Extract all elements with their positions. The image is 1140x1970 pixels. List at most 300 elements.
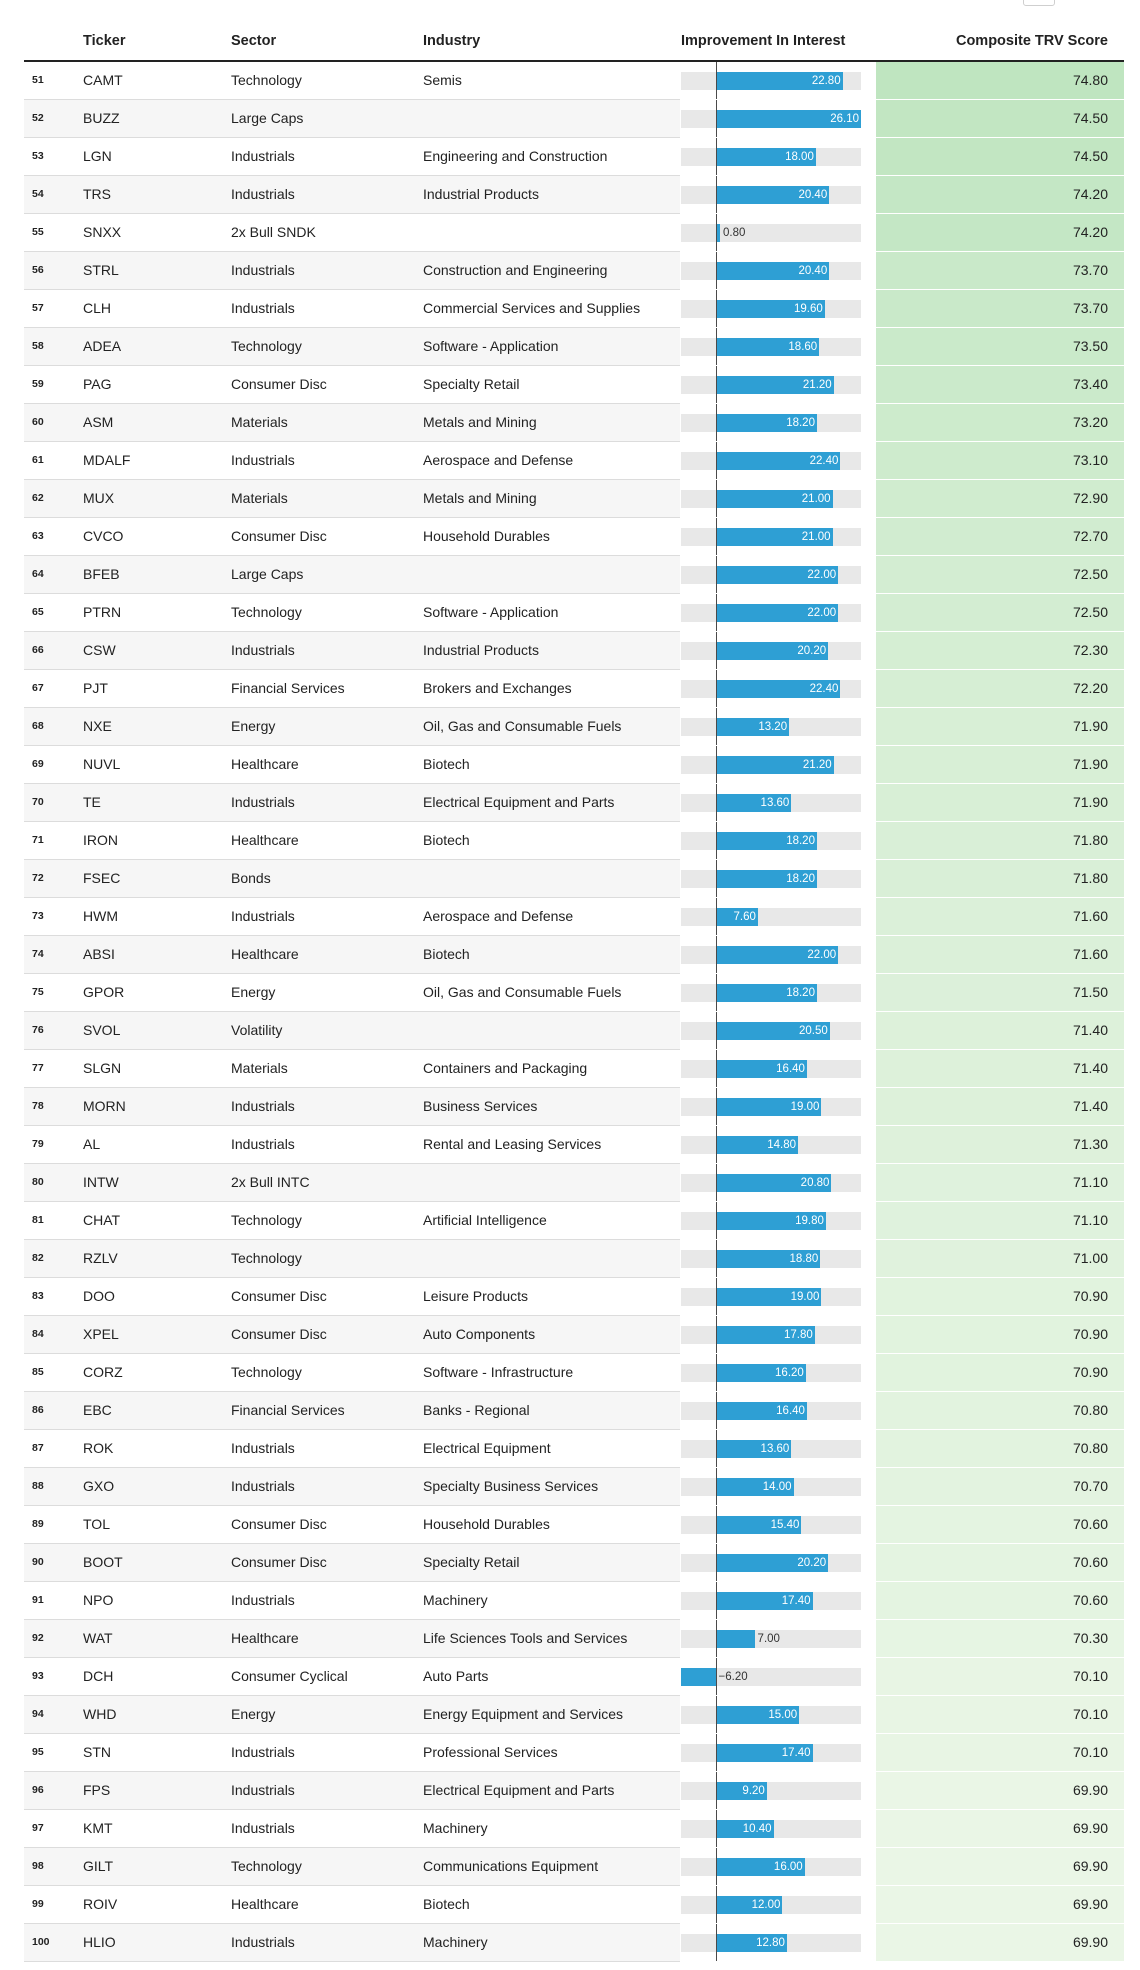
row-rank: 99: [24, 1885, 58, 1923]
row-interest-cell: [680, 1201, 876, 1239]
row-industry: Auto Parts: [418, 1657, 680, 1695]
row-industry: Household Durables: [418, 1505, 680, 1543]
interest-zero-axis: [716, 822, 717, 860]
row-ticker[interactable]: XPEL: [58, 1315, 223, 1353]
table-row[interactable]: [24, 1809, 1124, 1847]
row-interest-cell: [680, 593, 876, 631]
row-composite-score: 74.50: [876, 99, 1124, 137]
row-ticker[interactable]: BOOT: [58, 1543, 223, 1581]
row-industry: Biotech: [418, 935, 680, 973]
row-industry: Communications Equipment: [418, 1847, 680, 1885]
row-rank: 96: [24, 1771, 58, 1809]
row-ticker[interactable]: ADEA: [58, 327, 223, 365]
row-industry: [418, 1011, 680, 1049]
interest-value: 17.80: [783, 1328, 813, 1341]
row-sector: Technology: [223, 327, 418, 365]
interest-zero-axis: [716, 214, 717, 252]
table-row[interactable]: [24, 1619, 1124, 1657]
row-interest-cell: [680, 1505, 876, 1543]
interest-value: 10.40: [742, 1822, 772, 1835]
row-interest-cell: [680, 707, 876, 745]
row-rank: 54: [24, 175, 58, 213]
table-row[interactable]: [24, 1733, 1124, 1771]
row-industry: Biotech: [418, 1885, 680, 1923]
row-rank: 55: [24, 213, 58, 251]
row-rank: 92: [24, 1619, 58, 1657]
row-ticker[interactable]: KMT: [58, 1809, 223, 1847]
row-ticker[interactable]: WAT: [58, 1619, 223, 1657]
screener-table: [24, 22, 1124, 1962]
row-ticker[interactable]: INTW: [58, 1163, 223, 1201]
interest-value: 18.20: [786, 872, 815, 885]
header-rank[interactable]: [24, 22, 58, 61]
row-interest-cell: [680, 783, 876, 821]
table-row[interactable]: [24, 1885, 1124, 1923]
row-ticker[interactable]: ROIV: [58, 1885, 223, 1923]
row-sector: Technology: [223, 1847, 418, 1885]
interest-zero-axis: [716, 708, 717, 746]
row-ticker[interactable]: CHAT: [58, 1201, 223, 1239]
table-row[interactable]: [24, 1771, 1124, 1809]
interest-zero-axis: [716, 252, 717, 290]
interest-value: 16.40: [776, 1062, 805, 1075]
table-row[interactable]: [24, 1657, 1124, 1695]
row-rank: 73: [24, 897, 58, 935]
table-row[interactable]: [24, 99, 1124, 137]
row-interest-cell: [680, 99, 876, 137]
row-sector: Technology: [223, 61, 418, 99]
row-industry: Containers and Packaging: [418, 1049, 680, 1087]
row-composite-score: 71.90: [876, 783, 1124, 821]
table-row[interactable]: [24, 1049, 1124, 1087]
row-ticker[interactable]: GILT: [58, 1847, 223, 1885]
interest-value: 20.40: [798, 188, 828, 201]
interest-zero-axis: [716, 480, 717, 518]
row-ticker[interactable]: SLGN: [58, 1049, 223, 1087]
table-row[interactable]: [24, 1543, 1124, 1581]
row-rank: 62: [24, 479, 58, 517]
row-ticker[interactable]: FPS: [58, 1771, 223, 1809]
table-row[interactable]: [24, 1467, 1124, 1505]
row-rank: 87: [24, 1429, 58, 1467]
row-ticker[interactable]: STN: [58, 1733, 223, 1771]
row-ticker[interactable]: TRS: [58, 175, 223, 213]
interest-zero-axis: [716, 176, 717, 214]
row-sector: Consumer Disc: [223, 517, 418, 555]
row-ticker[interactable]: DOO: [58, 1277, 223, 1315]
table-row[interactable]: [24, 1847, 1124, 1885]
row-ticker[interactable]: CVCO: [58, 517, 223, 555]
row-interest-cell: [680, 745, 876, 783]
interest-value: 17.40: [781, 1594, 811, 1607]
row-sector: Consumer Disc: [223, 1277, 418, 1315]
row-ticker[interactable]: MDALF: [58, 441, 223, 479]
row-sector: Industrials: [223, 1809, 418, 1847]
table-row[interactable]: [24, 1087, 1124, 1125]
row-sector: Industrials: [223, 441, 418, 479]
row-ticker[interactable]: WHD: [58, 1695, 223, 1733]
interest-zero-axis: [716, 1772, 717, 1810]
table-row[interactable]: [24, 783, 1124, 821]
row-composite-score: 69.90: [876, 1847, 1124, 1885]
row-ticker[interactable]: NXE: [58, 707, 223, 745]
interest-zero-axis: [716, 1848, 717, 1886]
row-industry: Semis: [418, 61, 680, 99]
table-row[interactable]: [24, 1695, 1124, 1733]
interest-value: 18.20: [786, 834, 815, 847]
row-sector: Industrials: [223, 251, 418, 289]
table-row[interactable]: [24, 1011, 1124, 1049]
row-composite-score: 70.60: [876, 1543, 1124, 1581]
interest-zero-axis: [716, 518, 717, 556]
interest-value: 21.00: [801, 492, 831, 505]
interest-zero-axis: [716, 1430, 717, 1468]
interest-zero-axis: [716, 1126, 717, 1164]
interest-zero-axis: [716, 632, 717, 670]
row-sector: Industrials: [223, 175, 418, 213]
row-composite-score: 70.90: [876, 1315, 1124, 1353]
table-row[interactable]: [24, 441, 1124, 479]
row-sector: Healthcare: [223, 935, 418, 973]
interest-value: 22.80: [811, 75, 841, 87]
interest-value: 19.60: [793, 302, 823, 315]
row-ticker[interactable]: TOL: [58, 1505, 223, 1543]
row-interest-cell: [680, 1049, 876, 1087]
header-improvement-in-interest[interactable]: Improvement In Interest: [680, 22, 876, 61]
row-ticker[interactable]: NUVL: [58, 745, 223, 783]
row-sector: Technology: [223, 593, 418, 631]
row-ticker[interactable]: CLH: [58, 289, 223, 327]
row-ticker[interactable]: PJT: [58, 669, 223, 707]
interest-zero-axis: [716, 860, 717, 898]
row-industry: [418, 213, 680, 251]
row-interest-cell: [680, 1087, 876, 1125]
row-ticker[interactable]: PTRN: [58, 593, 223, 631]
row-interest-cell: [680, 479, 876, 517]
row-interest-cell: [680, 251, 876, 289]
row-sector: Materials: [223, 479, 418, 517]
row-ticker[interactable]: NPO: [58, 1581, 223, 1619]
row-ticker[interactable]: AL: [58, 1125, 223, 1163]
row-ticker[interactable]: MORN: [58, 1087, 223, 1125]
row-composite-score: 70.10: [876, 1657, 1124, 1695]
row-ticker[interactable]: GXO: [58, 1467, 223, 1505]
row-composite-score: 70.60: [876, 1505, 1124, 1543]
table-row[interactable]: [24, 61, 1124, 99]
row-interest-cell: [680, 327, 876, 365]
header-sector[interactable]: Sector: [223, 22, 418, 61]
corner-control[interactable]: [1023, 0, 1055, 6]
row-interest-cell: [680, 897, 876, 935]
row-industry: [418, 99, 680, 137]
interest-value: 22.00: [807, 948, 837, 961]
row-rank: 86: [24, 1391, 58, 1429]
row-ticker[interactable]: MUX: [58, 479, 223, 517]
row-industry: Biotech: [418, 821, 680, 859]
row-composite-score: 73.70: [876, 289, 1124, 327]
interest-value: 19.00: [790, 1100, 820, 1113]
interest-value: 14.00: [762, 1480, 792, 1493]
row-industry: Engineering and Construction: [418, 137, 680, 175]
table-row[interactable]: [24, 1353, 1124, 1391]
row-interest-cell: [680, 1809, 876, 1847]
row-composite-score: 71.10: [876, 1163, 1124, 1201]
row-ticker[interactable]: ABSI: [58, 935, 223, 973]
row-industry: Auto Components: [418, 1315, 680, 1353]
row-industry: Electrical Equipment and Parts: [418, 783, 680, 821]
row-interest-cell: [680, 1885, 876, 1923]
interest-zero-axis: [716, 1506, 717, 1544]
row-rank: 80: [24, 1163, 58, 1201]
row-composite-score: 71.10: [876, 1201, 1124, 1239]
table-row[interactable]: [24, 327, 1124, 365]
row-rank: 74: [24, 935, 58, 973]
row-industry: Aerospace and Defense: [418, 441, 680, 479]
row-sector: Healthcare: [223, 1619, 418, 1657]
interest-zero-axis: [716, 100, 717, 138]
row-sector: Consumer Disc: [223, 1505, 418, 1543]
row-rank: 75: [24, 973, 58, 1011]
row-ticker[interactable]: ROK: [58, 1429, 223, 1467]
row-composite-score: 71.80: [876, 821, 1124, 859]
table-row[interactable]: [24, 137, 1124, 175]
row-ticker[interactable]: CSW: [58, 631, 223, 669]
interest-value: 19.80: [795, 1214, 824, 1227]
row-ticker[interactable]: FSEC: [58, 859, 223, 897]
interest-zero-axis: [716, 1278, 717, 1316]
table-row[interactable]: [24, 897, 1124, 935]
interest-value: 18.20: [786, 416, 815, 429]
row-sector: Industrials: [223, 1087, 418, 1125]
row-rank: 68: [24, 707, 58, 745]
row-interest-cell: [680, 1391, 876, 1429]
table-row[interactable]: [24, 707, 1124, 745]
row-ticker[interactable]: SVOL: [58, 1011, 223, 1049]
row-sector: Healthcare: [223, 745, 418, 783]
row-rank: 52: [24, 99, 58, 137]
row-industry: Banks - Regional: [418, 1391, 680, 1429]
row-rank: 71: [24, 821, 58, 859]
interest-value: 18.60: [788, 340, 818, 353]
table-row[interactable]: [24, 1429, 1124, 1467]
row-ticker[interactable]: CORZ: [58, 1353, 223, 1391]
table-row[interactable]: [24, 1581, 1124, 1619]
interest-value: 22.40: [809, 682, 839, 695]
row-industry: Energy Equipment and Services: [418, 1695, 680, 1733]
row-rank: 53: [24, 137, 58, 175]
row-composite-score: 74.50: [876, 137, 1124, 175]
interest-value: 20.40: [798, 264, 828, 277]
table-row[interactable]: [24, 1315, 1124, 1353]
row-composite-score: 71.30: [876, 1125, 1124, 1163]
interest-zero-axis: [716, 1468, 717, 1506]
interest-value: 16.20: [775, 1366, 804, 1379]
row-interest-cell: [680, 137, 876, 175]
row-ticker[interactable]: IRON: [58, 821, 223, 859]
table-row[interactable]: [24, 1277, 1124, 1315]
row-interest-cell: [680, 175, 876, 213]
row-industry: Metals and Mining: [418, 479, 680, 517]
row-rank: 58: [24, 327, 58, 365]
table-row[interactable]: [24, 555, 1124, 593]
row-interest-cell: [680, 555, 876, 593]
interest-value: 18.20: [786, 986, 815, 999]
row-interest-cell: [680, 973, 876, 1011]
row-sector: Bonds: [223, 859, 418, 897]
interest-value: 26.10: [830, 112, 859, 125]
table-row[interactable]: [24, 821, 1124, 859]
row-industry: Leisure Products: [418, 1277, 680, 1315]
table-row[interactable]: [24, 251, 1124, 289]
row-industry: [418, 1239, 680, 1277]
row-rank: 93: [24, 1657, 58, 1695]
table-row[interactable]: [24, 403, 1124, 441]
row-sector: Healthcare: [223, 821, 418, 859]
row-ticker[interactable]: DCH: [58, 1657, 223, 1695]
interest-value: 22.00: [807, 606, 837, 619]
row-composite-score: 71.40: [876, 1087, 1124, 1125]
row-ticker[interactable]: HWM: [58, 897, 223, 935]
interest-value: 21.00: [801, 530, 831, 543]
table-row[interactable]: [24, 973, 1124, 1011]
table-row[interactable]: [24, 859, 1124, 897]
row-ticker[interactable]: PAG: [58, 365, 223, 403]
row-ticker[interactable]: STRL: [58, 251, 223, 289]
row-interest-cell: [680, 1353, 876, 1391]
interest-track: [681, 224, 861, 242]
table-row[interactable]: [24, 213, 1124, 251]
interest-zero-axis: [716, 290, 717, 328]
table-row[interactable]: [24, 745, 1124, 783]
row-ticker[interactable]: BFEB: [58, 555, 223, 593]
interest-bar: [716, 1630, 755, 1648]
row-sector: Healthcare: [223, 1885, 418, 1923]
row-ticker[interactable]: SNXX: [58, 213, 223, 251]
table-row[interactable]: [24, 935, 1124, 973]
row-ticker[interactable]: CAMT: [58, 61, 223, 99]
row-ticker[interactable]: GPOR: [58, 973, 223, 1011]
interest-zero-axis: [716, 138, 717, 176]
table-row[interactable]: [24, 175, 1124, 213]
row-rank: 60: [24, 403, 58, 441]
table-row[interactable]: [24, 1505, 1124, 1543]
interest-value: 12.80: [756, 1936, 785, 1949]
table-row[interactable]: [24, 517, 1124, 555]
interest-zero-axis: [716, 898, 717, 936]
header-industry[interactable]: Industry: [418, 22, 680, 61]
interest-bar: [681, 1668, 716, 1686]
interest-value: 13.60: [760, 796, 790, 809]
row-rank: 98: [24, 1847, 58, 1885]
row-industry: Electrical Equipment and Parts: [418, 1771, 680, 1809]
interest-value: 22.00: [807, 568, 837, 581]
row-industry: Aerospace and Defense: [418, 897, 680, 935]
interest-zero-axis: [716, 442, 717, 480]
row-composite-score: 71.40: [876, 1049, 1124, 1087]
row-ticker[interactable]: EBC: [58, 1391, 223, 1429]
table-row[interactable]: [24, 365, 1124, 403]
row-industry: Biotech: [418, 745, 680, 783]
table-row[interactable]: [24, 1239, 1124, 1277]
row-industry: Machinery: [418, 1809, 680, 1847]
row-industry: Industrial Products: [418, 175, 680, 213]
row-composite-score: 70.30: [876, 1619, 1124, 1657]
row-industry: Commercial Services and Supplies: [418, 289, 680, 327]
row-sector: Industrials: [223, 1581, 418, 1619]
row-interest-cell: [680, 1657, 876, 1695]
interest-zero-axis: [716, 1392, 717, 1430]
table-row[interactable]: [24, 1125, 1124, 1163]
table-row[interactable]: [24, 593, 1124, 631]
row-rank: 82: [24, 1239, 58, 1277]
table-row[interactable]: [24, 1391, 1124, 1429]
table-row[interactable]: [24, 1201, 1124, 1239]
row-sector: Industrials: [223, 1923, 418, 1961]
row-composite-score: 72.50: [876, 593, 1124, 631]
row-composite-score: 73.20: [876, 403, 1124, 441]
row-composite-score: 73.10: [876, 441, 1124, 479]
row-composite-score: 70.90: [876, 1277, 1124, 1315]
row-industry: [418, 1163, 680, 1201]
table-row[interactable]: [24, 289, 1124, 327]
header-ticker[interactable]: Ticker: [58, 22, 223, 61]
row-ticker[interactable]: RZLV: [58, 1239, 223, 1277]
row-rank: 61: [24, 441, 58, 479]
row-composite-score: 72.70: [876, 517, 1124, 555]
table-row[interactable]: [24, 479, 1124, 517]
table-row[interactable]: [24, 631, 1124, 669]
interest-value: 21.20: [802, 378, 832, 391]
interest-zero-axis: [716, 1012, 717, 1050]
table-row[interactable]: [24, 669, 1124, 707]
interest-zero-axis: [716, 1354, 717, 1392]
row-ticker[interactable]: HLIO: [58, 1923, 223, 1961]
row-ticker[interactable]: TE: [58, 783, 223, 821]
interest-value: 20.80: [800, 1176, 830, 1189]
row-composite-score: 71.50: [876, 973, 1124, 1011]
row-industry: Oil, Gas and Consumable Fuels: [418, 973, 680, 1011]
row-rank: 91: [24, 1581, 58, 1619]
table-row[interactable]: [24, 1923, 1124, 1961]
row-composite-score: 70.90: [876, 1353, 1124, 1391]
table-row[interactable]: [24, 1163, 1124, 1201]
row-interest-cell: [680, 1543, 876, 1581]
row-sector: Industrials: [223, 1771, 418, 1809]
interest-value: 20.20: [797, 644, 827, 657]
row-industry: Construction and Engineering: [418, 251, 680, 289]
row-sector: Materials: [223, 1049, 418, 1087]
row-interest-cell: [680, 403, 876, 441]
row-interest-cell: [680, 289, 876, 327]
interest-value: 9.20: [742, 1784, 765, 1797]
row-ticker[interactable]: ASM: [58, 403, 223, 441]
row-ticker[interactable]: LGN: [58, 137, 223, 175]
row-rank: 88: [24, 1467, 58, 1505]
row-interest-cell: [680, 1581, 876, 1619]
row-rank: 85: [24, 1353, 58, 1391]
row-sector: Consumer Disc: [223, 365, 418, 403]
row-composite-score: 70.10: [876, 1733, 1124, 1771]
row-interest-cell: [680, 669, 876, 707]
row-rank: 100: [24, 1923, 58, 1961]
row-interest-cell: [680, 1429, 876, 1467]
row-sector: Industrials: [223, 1125, 418, 1163]
row-rank: 83: [24, 1277, 58, 1315]
header-composite-trv-score[interactable]: Composite TRV Score: [876, 22, 1124, 61]
interest-value: 12.00: [751, 1898, 781, 1911]
row-ticker[interactable]: BUZZ: [58, 99, 223, 137]
row-sector: Financial Services: [223, 669, 418, 707]
